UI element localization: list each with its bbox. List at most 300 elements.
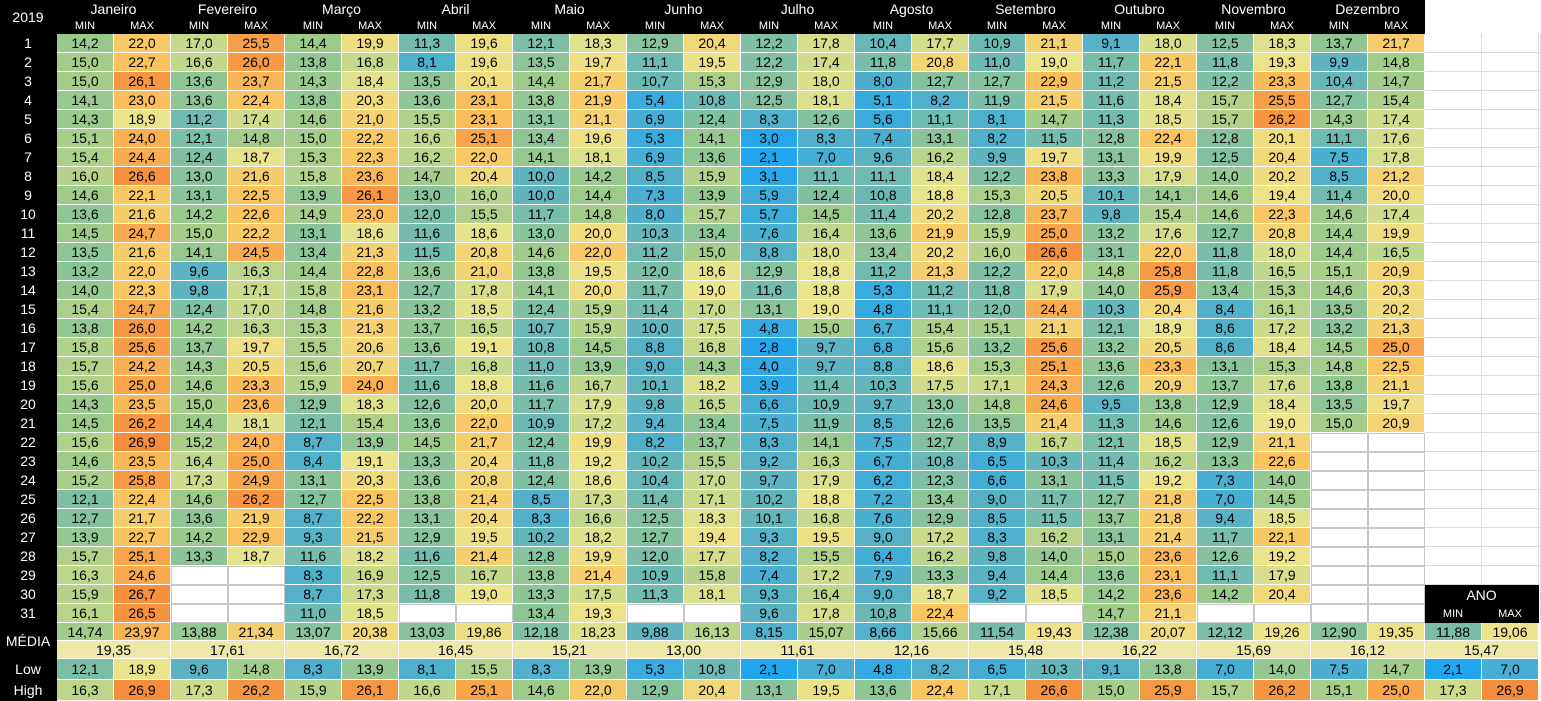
max-temp-cell[interactable]: 16,8 [342, 53, 399, 72]
max-temp-cell[interactable]: 16,7 [1026, 433, 1083, 452]
empty-cell[interactable] [171, 566, 228, 585]
max-temp-cell[interactable]: 22,0 [114, 34, 171, 53]
max-temp-cell[interactable]: 21,3 [1368, 319, 1425, 338]
max-header[interactable]: MAX [1140, 19, 1197, 34]
empty-cell[interactable] [969, 604, 1026, 623]
min-temp-cell[interactable]: 7,0 [1197, 490, 1254, 509]
max-temp-cell[interactable]: 24,0 [342, 376, 399, 395]
empty-cell[interactable] [171, 585, 228, 604]
media-min-cell[interactable]: 11,54 [969, 623, 1026, 641]
min-temp-cell[interactable]: 8,7 [285, 585, 342, 604]
min-temp-cell[interactable]: 6,5 [969, 452, 1026, 471]
max-temp-cell[interactable]: 14,0 [1254, 471, 1311, 490]
max-temp-cell[interactable]: 21,9 [912, 224, 969, 243]
month-header-9[interactable]: Setembro [969, 0, 1083, 19]
day-label[interactable]: 11 [0, 224, 57, 243]
min-temp-cell[interactable]: 9,9 [969, 148, 1026, 167]
empty-cell[interactable] [1368, 452, 1425, 471]
year-label[interactable]: 2019 [0, 0, 57, 34]
min-temp-cell[interactable]: 11,8 [855, 53, 912, 72]
media-max-cell[interactable]: 19,86 [456, 623, 513, 641]
min-temp-cell[interactable]: 15,3 [969, 357, 1026, 376]
min-temp-cell[interactable]: 14,7 [1083, 604, 1140, 623]
min-temp-cell[interactable]: 15,0 [57, 72, 114, 91]
max-temp-cell[interactable]: 15,4 [342, 414, 399, 433]
low-max-cell[interactable]: 8,2 [912, 659, 969, 680]
max-temp-cell[interactable]: 15,6 [912, 338, 969, 357]
min-temp-cell[interactable]: 14,8 [1311, 357, 1368, 376]
min-temp-cell[interactable]: 11,2 [627, 243, 684, 262]
max-temp-cell[interactable]: 23,6 [1140, 585, 1197, 604]
max-temp-cell[interactable]: 20,8 [456, 243, 513, 262]
month-header-12[interactable]: Dezembro [1311, 0, 1425, 19]
month-header-11[interactable]: Novembro [1197, 0, 1311, 19]
max-temp-cell[interactable]: 18,4 [1140, 91, 1197, 110]
min-temp-cell[interactable]: 8,1 [399, 53, 456, 72]
max-temp-cell[interactable]: 21,3 [342, 319, 399, 338]
max-temp-cell[interactable]: 24,7 [114, 224, 171, 243]
min-temp-cell[interactable]: 5,9 [741, 186, 798, 205]
max-temp-cell[interactable]: 17,8 [798, 34, 855, 53]
max-header[interactable]: MAX [570, 19, 627, 34]
low-min-cell[interactable]: 9,1 [1083, 659, 1140, 680]
empty-cell[interactable] [1311, 490, 1368, 509]
min-temp-cell[interactable]: 12,9 [741, 262, 798, 281]
media-avg-cell[interactable]: 16,72 [285, 641, 399, 659]
month-header-8[interactable]: Agosto [855, 0, 969, 19]
max-temp-cell[interactable]: 21,6 [342, 300, 399, 319]
max-temp-cell[interactable]: 17,3 [570, 490, 627, 509]
max-temp-cell[interactable]: 20,9 [1140, 376, 1197, 395]
max-temp-cell[interactable]: 21,1 [1026, 319, 1083, 338]
max-temp-cell[interactable]: 24,0 [114, 129, 171, 148]
max-temp-cell[interactable]: 18,4 [912, 167, 969, 186]
min-temp-cell[interactable]: 8,3 [285, 566, 342, 585]
max-temp-cell[interactable]: 16,9 [342, 566, 399, 585]
max-temp-cell[interactable]: 16,1 [1254, 300, 1311, 319]
max-temp-cell[interactable]: 23,1 [342, 281, 399, 300]
min-temp-cell[interactable]: 13,3 [513, 585, 570, 604]
min-temp-cell[interactable]: 15,3 [285, 148, 342, 167]
min-temp-cell[interactable]: 12,2 [741, 53, 798, 72]
max-temp-cell[interactable]: 15,5 [798, 547, 855, 566]
min-temp-cell[interactable]: 13,8 [399, 490, 456, 509]
min-temp-cell[interactable]: 14,0 [1197, 167, 1254, 186]
min-temp-cell[interactable]: 13,0 [399, 186, 456, 205]
empty-cell[interactable] [1311, 452, 1368, 471]
max-temp-cell[interactable]: 23,7 [228, 72, 285, 91]
day-label[interactable]: 26 [0, 509, 57, 528]
max-temp-cell[interactable]: 22,0 [570, 243, 627, 262]
min-temp-cell[interactable]: 11,6 [399, 376, 456, 395]
empty-cell[interactable] [1311, 604, 1368, 623]
min-temp-cell[interactable]: 7,3 [627, 186, 684, 205]
empty-cell[interactable] [1311, 433, 1368, 452]
max-temp-cell[interactable]: 19,7 [570, 53, 627, 72]
max-temp-cell[interactable]: 15,3 [1254, 281, 1311, 300]
min-temp-cell[interactable]: 10,9 [513, 414, 570, 433]
high-max-cell[interactable]: 20,4 [684, 680, 741, 701]
day-label[interactable]: 27 [0, 528, 57, 547]
max-header[interactable]: MAX [1026, 19, 1083, 34]
day-label[interactable]: 8 [0, 167, 57, 186]
max-temp-cell[interactable]: 15,7 [684, 205, 741, 224]
min-temp-cell[interactable]: 8,0 [627, 205, 684, 224]
low-max-cell[interactable]: 14,8 [228, 659, 285, 680]
max-temp-cell[interactable]: 13,0 [912, 395, 969, 414]
media-avg-cell[interactable]: 12,16 [855, 641, 969, 659]
max-temp-cell[interactable]: 17,6 [1140, 224, 1197, 243]
max-temp-cell[interactable]: 13,6 [684, 148, 741, 167]
min-temp-cell[interactable]: 13,2 [1083, 224, 1140, 243]
min-temp-cell[interactable]: 15,6 [57, 376, 114, 395]
max-header[interactable]: MAX [228, 19, 285, 34]
min-temp-cell[interactable]: 10,8 [855, 186, 912, 205]
min-header[interactable]: MIN [1311, 19, 1368, 34]
min-temp-cell[interactable]: 15,2 [171, 433, 228, 452]
max-temp-cell[interactable]: 21,5 [1140, 72, 1197, 91]
high-min-cell[interactable]: 15,0 [1083, 680, 1140, 701]
max-temp-cell[interactable]: 25,1 [1026, 357, 1083, 376]
min-temp-cell[interactable]: 13,1 [1197, 357, 1254, 376]
max-temp-cell[interactable]: 19,3 [1254, 53, 1311, 72]
min-temp-cell[interactable]: 11,2 [171, 110, 228, 129]
min-temp-cell[interactable]: 10,4 [627, 471, 684, 490]
max-temp-cell[interactable]: 17,0 [684, 471, 741, 490]
media-avg-cell[interactable]: 15,69 [1197, 641, 1311, 659]
empty-cell[interactable] [1368, 585, 1425, 604]
max-temp-cell[interactable]: 19,2 [1140, 471, 1197, 490]
max-temp-cell[interactable]: 15,4 [1368, 91, 1425, 110]
max-temp-cell[interactable]: 19,9 [570, 433, 627, 452]
max-temp-cell[interactable]: 14,1 [798, 433, 855, 452]
max-temp-cell[interactable]: 24,9 [228, 471, 285, 490]
min-temp-cell[interactable]: 9,8 [1083, 205, 1140, 224]
min-temp-cell[interactable]: 12,2 [741, 34, 798, 53]
min-temp-cell[interactable]: 13,4 [513, 129, 570, 148]
day-label[interactable]: 25 [0, 490, 57, 509]
min-temp-cell[interactable]: 14,4 [285, 262, 342, 281]
min-temp-cell[interactable]: 12,6 [1083, 376, 1140, 395]
max-temp-cell[interactable]: 23,0 [114, 91, 171, 110]
day-label[interactable]: 14 [0, 281, 57, 300]
max-temp-cell[interactable]: 26,1 [342, 186, 399, 205]
min-temp-cell[interactable]: 13,3 [1197, 452, 1254, 471]
min-temp-cell[interactable]: 12,7 [285, 490, 342, 509]
min-temp-cell[interactable]: 13,5 [513, 53, 570, 72]
min-temp-cell[interactable]: 15,0 [285, 129, 342, 148]
low-min-cell[interactable]: 6,5 [969, 659, 1026, 680]
media-avg-cell[interactable]: 16,45 [399, 641, 513, 659]
max-temp-cell[interactable]: 22,3 [342, 148, 399, 167]
max-temp-cell[interactable]: 19,0 [1254, 414, 1311, 433]
max-temp-cell[interactable]: 22,7 [114, 528, 171, 547]
min-temp-cell[interactable]: 16,6 [171, 53, 228, 72]
max-temp-cell[interactable]: 22,2 [342, 509, 399, 528]
max-temp-cell[interactable]: 18,3 [342, 395, 399, 414]
month-header-7[interactable]: Julho [741, 0, 855, 19]
min-temp-cell[interactable]: 13,6 [171, 91, 228, 110]
max-temp-cell[interactable]: 21,4 [1026, 414, 1083, 433]
min-temp-cell[interactable]: 14,8 [1083, 262, 1140, 281]
min-temp-cell[interactable]: 16,1 [57, 604, 114, 623]
min-temp-cell[interactable]: 13,8 [285, 91, 342, 110]
max-temp-cell[interactable]: 15,9 [570, 319, 627, 338]
min-temp-cell[interactable]: 12,4 [171, 300, 228, 319]
max-temp-cell[interactable]: 15,4 [912, 319, 969, 338]
max-temp-cell[interactable]: 17,7 [684, 547, 741, 566]
min-temp-cell[interactable]: 5,4 [627, 91, 684, 110]
min-temp-cell[interactable]: 11,1 [1311, 129, 1368, 148]
max-temp-cell[interactable]: 14,8 [228, 129, 285, 148]
media-min-cell[interactable]: 13,03 [399, 623, 456, 641]
max-temp-cell[interactable]: 20,2 [912, 205, 969, 224]
high-max-cell[interactable]: 22,4 [912, 680, 969, 701]
min-temp-cell[interactable]: 9,4 [627, 414, 684, 433]
max-temp-cell[interactable]: 17,5 [570, 585, 627, 604]
min-temp-cell[interactable]: 8,6 [1197, 319, 1254, 338]
min-temp-cell[interactable]: 8,2 [741, 547, 798, 566]
max-temp-cell[interactable]: 18,9 [114, 110, 171, 129]
low-max-cell[interactable]: 13,9 [342, 659, 399, 680]
min-temp-cell[interactable]: 11,6 [399, 547, 456, 566]
min-temp-cell[interactable]: 16,4 [171, 452, 228, 471]
low-max-cell[interactable]: 14,0 [1254, 659, 1311, 680]
min-temp-cell[interactable]: 14,4 [1311, 224, 1368, 243]
max-temp-cell[interactable]: 19,9 [1368, 224, 1425, 243]
min-temp-cell[interactable]: 14,2 [171, 205, 228, 224]
min-temp-cell[interactable]: 15,6 [57, 433, 114, 452]
max-temp-cell[interactable]: 16,8 [684, 338, 741, 357]
max-temp-cell[interactable]: 14,4 [1026, 566, 1083, 585]
max-temp-cell[interactable]: 10,3 [1026, 452, 1083, 471]
max-temp-cell[interactable]: 13,1 [912, 129, 969, 148]
min-temp-cell[interactable]: 13,6 [399, 91, 456, 110]
min-temp-cell[interactable]: 10,0 [513, 186, 570, 205]
max-temp-cell[interactable]: 11,1 [912, 110, 969, 129]
min-temp-cell[interactable]: 11,4 [627, 490, 684, 509]
day-label[interactable]: 2 [0, 53, 57, 72]
max-temp-cell[interactable]: 8,3 [798, 129, 855, 148]
min-temp-cell[interactable]: 10,2 [741, 490, 798, 509]
min-temp-cell[interactable]: 13,5 [399, 72, 456, 91]
low-min-cell[interactable]: 7,0 [1197, 659, 1254, 680]
min-temp-cell[interactable]: 11,8 [1197, 243, 1254, 262]
min-temp-cell[interactable]: 14,3 [1311, 110, 1368, 129]
min-temp-cell[interactable]: 13,7 [399, 319, 456, 338]
min-temp-cell[interactable]: 13,6 [399, 414, 456, 433]
max-temp-cell[interactable]: 17,9 [570, 395, 627, 414]
min-temp-cell[interactable]: 12,2 [969, 167, 1026, 186]
min-temp-cell[interactable]: 13,1 [513, 110, 570, 129]
min-temp-cell[interactable]: 8,6 [1197, 338, 1254, 357]
min-temp-cell[interactable]: 14,1 [57, 91, 114, 110]
media-label[interactable]: MÉDIA [0, 623, 57, 659]
min-temp-cell[interactable]: 16,0 [57, 167, 114, 186]
max-temp-cell[interactable]: 21,2 [1368, 167, 1425, 186]
min-temp-cell[interactable]: 13,1 [1083, 243, 1140, 262]
max-temp-cell[interactable]: 22,3 [114, 281, 171, 300]
high-label[interactable]: High [0, 680, 57, 701]
min-temp-cell[interactable]: 12,9 [399, 528, 456, 547]
max-temp-cell[interactable]: 19,6 [456, 34, 513, 53]
min-temp-cell[interactable]: 11,7 [627, 281, 684, 300]
max-temp-cell[interactable]: 11,7 [1026, 490, 1083, 509]
min-temp-cell[interactable]: 14,6 [171, 490, 228, 509]
max-temp-cell[interactable]: 21,3 [342, 243, 399, 262]
low-max-cell[interactable]: 10,8 [684, 659, 741, 680]
media-avg-cell[interactable]: 17,61 [171, 641, 285, 659]
min-temp-cell[interactable]: 13,6 [57, 205, 114, 224]
max-temp-cell[interactable]: 21,6 [114, 243, 171, 262]
max-temp-cell[interactable]: 26,6 [114, 167, 171, 186]
day-label[interactable]: 22 [0, 433, 57, 452]
empty-cell[interactable] [1254, 604, 1311, 623]
max-temp-cell[interactable]: 25,8 [1140, 262, 1197, 281]
max-temp-cell[interactable]: 14,3 [684, 357, 741, 376]
min-temp-cell[interactable]: 9,2 [969, 585, 1026, 604]
max-temp-cell[interactable]: 21,4 [456, 547, 513, 566]
max-temp-cell[interactable]: 21,0 [342, 110, 399, 129]
max-temp-cell[interactable]: 18,9 [1140, 319, 1197, 338]
max-temp-cell[interactable]: 26,2 [228, 490, 285, 509]
media-avg-cell[interactable]: 19,35 [57, 641, 171, 659]
min-temp-cell[interactable]: 12,9 [1197, 395, 1254, 414]
max-temp-cell[interactable]: 25,0 [1026, 224, 1083, 243]
min-temp-cell[interactable]: 12,0 [627, 547, 684, 566]
max-temp-cell[interactable]: 22,0 [1140, 243, 1197, 262]
low-min-cell[interactable]: 9,6 [171, 659, 228, 680]
day-label[interactable]: 10 [0, 205, 57, 224]
media-max-cell[interactable]: 16,13 [684, 623, 741, 641]
max-temp-cell[interactable]: 18,8 [798, 281, 855, 300]
min-temp-cell[interactable]: 9,0 [627, 357, 684, 376]
max-temp-cell[interactable]: 19,7 [228, 338, 285, 357]
low-max-cell[interactable]: 14,7 [1368, 659, 1425, 680]
min-temp-cell[interactable]: 12,1 [1083, 433, 1140, 452]
max-temp-cell[interactable]: 25,1 [114, 547, 171, 566]
min-temp-cell[interactable]: 8,9 [969, 433, 1026, 452]
day-label[interactable]: 24 [0, 471, 57, 490]
min-temp-cell[interactable]: 11,3 [1083, 414, 1140, 433]
min-temp-cell[interactable]: 12,9 [627, 34, 684, 53]
min-temp-cell[interactable]: 15,6 [285, 357, 342, 376]
empty-cell[interactable] [228, 585, 285, 604]
max-temp-cell[interactable]: 14,0 [1026, 547, 1083, 566]
max-temp-cell[interactable]: 25,6 [114, 338, 171, 357]
max-temp-cell[interactable]: 26,2 [1254, 110, 1311, 129]
min-temp-cell[interactable]: 12,7 [1311, 91, 1368, 110]
min-temp-cell[interactable]: 10,3 [627, 224, 684, 243]
min-temp-cell[interactable]: 12,4 [513, 433, 570, 452]
min-temp-cell[interactable]: 12,1 [285, 414, 342, 433]
low-min-cell[interactable]: 12,1 [57, 659, 114, 680]
min-temp-cell[interactable]: 8,8 [855, 357, 912, 376]
min-temp-cell[interactable]: 13,9 [57, 528, 114, 547]
max-temp-cell[interactable]: 12,6 [912, 414, 969, 433]
max-temp-cell[interactable]: 20,1 [1254, 129, 1311, 148]
max-temp-cell[interactable]: 20,8 [1254, 224, 1311, 243]
min-temp-cell[interactable]: 12,0 [969, 300, 1026, 319]
min-temp-cell[interactable]: 10,2 [513, 528, 570, 547]
min-temp-cell[interactable]: 8,4 [285, 452, 342, 471]
low-max-cell[interactable]: 7,0 [798, 659, 855, 680]
min-temp-cell[interactable]: 14,8 [285, 300, 342, 319]
month-header-5[interactable]: Maio [513, 0, 627, 19]
max-temp-cell[interactable]: 14,7 [1026, 110, 1083, 129]
min-header[interactable]: MIN [855, 19, 912, 34]
ano-high-max-cell[interactable]: 26,9 [1482, 680, 1539, 701]
high-max-cell[interactable]: 26,9 [114, 680, 171, 701]
max-temp-cell[interactable]: 22,6 [228, 205, 285, 224]
media-avg-cell[interactable]: 11,61 [741, 641, 855, 659]
min-temp-cell[interactable]: 13,7 [1311, 34, 1368, 53]
max-temp-cell[interactable]: 16,2 [912, 547, 969, 566]
max-temp-cell[interactable]: 24,4 [114, 148, 171, 167]
max-temp-cell[interactable]: 22,1 [114, 186, 171, 205]
max-temp-cell[interactable]: 22,8 [342, 262, 399, 281]
max-temp-cell[interactable]: 25,0 [228, 452, 285, 471]
high-max-cell[interactable]: 26,2 [1254, 680, 1311, 701]
min-header[interactable]: MIN [1083, 19, 1140, 34]
min-temp-cell[interactable]: 9,5 [1083, 395, 1140, 414]
max-temp-cell[interactable]: 16,8 [456, 357, 513, 376]
high-min-cell[interactable]: 15,7 [1197, 680, 1254, 701]
max-temp-cell[interactable]: 13,4 [684, 414, 741, 433]
max-temp-cell[interactable]: 14,5 [570, 338, 627, 357]
max-temp-cell[interactable]: 20,9 [1368, 262, 1425, 281]
min-temp-cell[interactable]: 15,9 [57, 585, 114, 604]
min-temp-cell[interactable]: 3,0 [741, 129, 798, 148]
max-temp-cell[interactable]: 15,5 [684, 452, 741, 471]
media-max-cell[interactable]: 19,43 [1026, 623, 1083, 641]
day-label[interactable]: 5 [0, 110, 57, 129]
max-temp-cell[interactable]: 16,2 [1140, 452, 1197, 471]
day-label[interactable]: 21 [0, 414, 57, 433]
min-temp-cell[interactable]: 15,4 [57, 148, 114, 167]
min-temp-cell[interactable]: 14,3 [57, 110, 114, 129]
max-temp-cell[interactable]: 13,1 [1026, 471, 1083, 490]
max-temp-cell[interactable]: 12,7 [912, 433, 969, 452]
min-temp-cell[interactable]: 13,8 [513, 566, 570, 585]
month-header-4[interactable]: Abril [399, 0, 513, 19]
min-temp-cell[interactable]: 14,8 [969, 395, 1026, 414]
min-temp-cell[interactable]: 9,0 [855, 585, 912, 604]
max-temp-cell[interactable]: 22,3 [1254, 205, 1311, 224]
min-temp-cell[interactable]: 14,3 [285, 72, 342, 91]
max-temp-cell[interactable]: 25,5 [1254, 91, 1311, 110]
max-temp-cell[interactable]: 22,9 [228, 528, 285, 547]
min-temp-cell[interactable]: 11,8 [1197, 262, 1254, 281]
min-temp-cell[interactable]: 7,5 [741, 414, 798, 433]
min-temp-cell[interactable]: 12,4 [513, 471, 570, 490]
min-header[interactable]: MIN [57, 19, 114, 34]
min-temp-cell[interactable]: 13,1 [171, 186, 228, 205]
min-temp-cell[interactable]: 16,3 [57, 566, 114, 585]
min-temp-cell[interactable]: 12,1 [1083, 319, 1140, 338]
max-temp-cell[interactable]: 11,1 [798, 167, 855, 186]
low-label[interactable]: Low [0, 659, 57, 680]
max-temp-cell[interactable]: 21,4 [456, 490, 513, 509]
min-temp-cell[interactable]: 10,1 [1083, 186, 1140, 205]
media-max-cell[interactable]: 20,07 [1140, 623, 1197, 641]
month-header-3[interactable]: Março [285, 0, 399, 19]
min-temp-cell[interactable]: 14,6 [57, 186, 114, 205]
max-temp-cell[interactable]: 13,4 [684, 224, 741, 243]
day-label[interactable]: 13 [0, 262, 57, 281]
min-temp-cell[interactable]: 10,2 [627, 452, 684, 471]
media-min-cell[interactable]: 12,38 [1083, 623, 1140, 641]
